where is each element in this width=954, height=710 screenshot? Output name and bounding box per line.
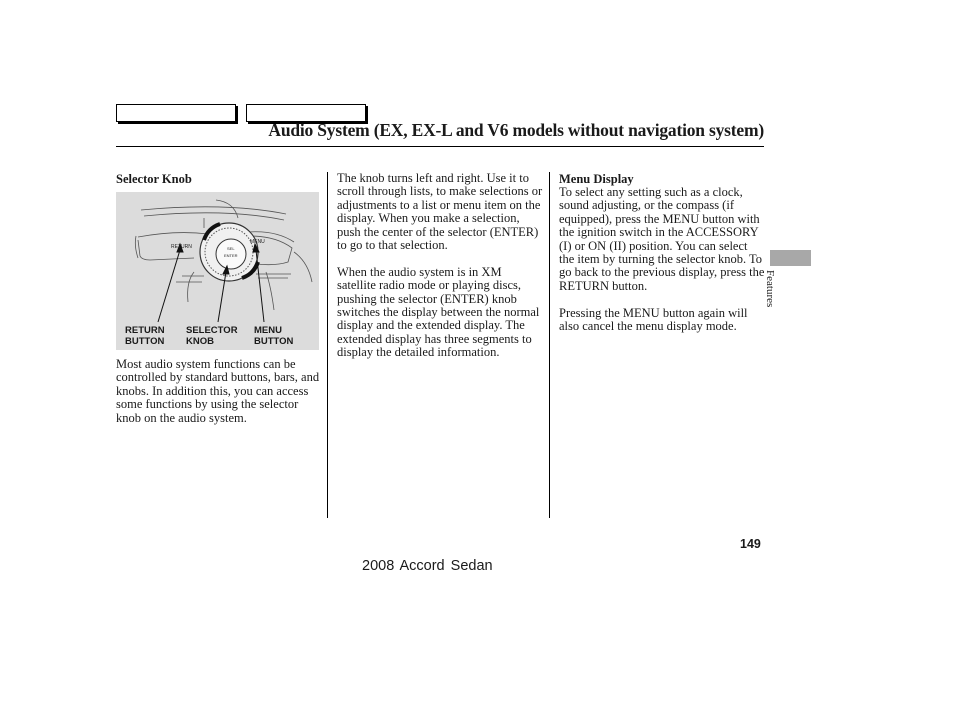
section-tab[interactable] [770,250,811,266]
section-tab-label: Features [764,270,776,308]
column3-paragraph-2: Pressing the MENU button again will also cancel the menu display mode. [559,305,748,334]
column2-paragraph-2: When the audio system is in XM satellite radio mode or playing discs, pushing the selector (ENTER) knob switches the display between the normal display and the extended display. The extended display has three segments to display the detailed information. [337,264,540,360]
selector-knob-heading: Selector Knob [116,172,192,186]
footer-model: 2008 Accord Sedan [362,558,493,574]
knob-label-enter: ENTER [224,253,238,258]
menu-button-callout: MENU BUTTON [254,325,294,347]
page-number: 149 [740,537,761,551]
page-title: Audio System (EX, EX-L and V6 models without navigation system) [268,120,764,140]
column-divider-2 [549,172,550,518]
return-button-callout: RETURN BUTTON [125,325,165,347]
selector-knob-figure [116,192,319,350]
column3-paragraph-1: To select any setting such as a clock, sound adjusting, or the compass (if equipped), press the MENU button with the ignition switch in the ACCESSORY (I) or ON (II) position. You can select the item by turning the selector knob. To go back to the previous display, press the RETURN button. [559,185,765,293]
nav-button-left[interactable] [116,104,236,122]
title-rule [116,146,764,147]
return-panel-label: RETURN [171,244,192,250]
knob-label-sel: SEL [227,246,235,251]
selector-knob-callout: SELECTOR KNOB [186,325,238,347]
menu-panel-label: MENU [250,239,265,245]
column-divider-1 [327,172,328,518]
column2-paragraph-1: The knob turns left and right. Use it to scroll through lists, to make selections or adjustments to a list or menu item on the display. When you make a selection, push the center of the selector (ENTER) to go to that selection. [337,171,543,253]
column1-paragraph: Most audio system functions can be controlled by standard buttons, bars, and knobs. In addition this, you can access some functions by using the selector knob on the audio system. [116,357,320,425]
menu-display-heading: Menu Display [559,172,634,186]
